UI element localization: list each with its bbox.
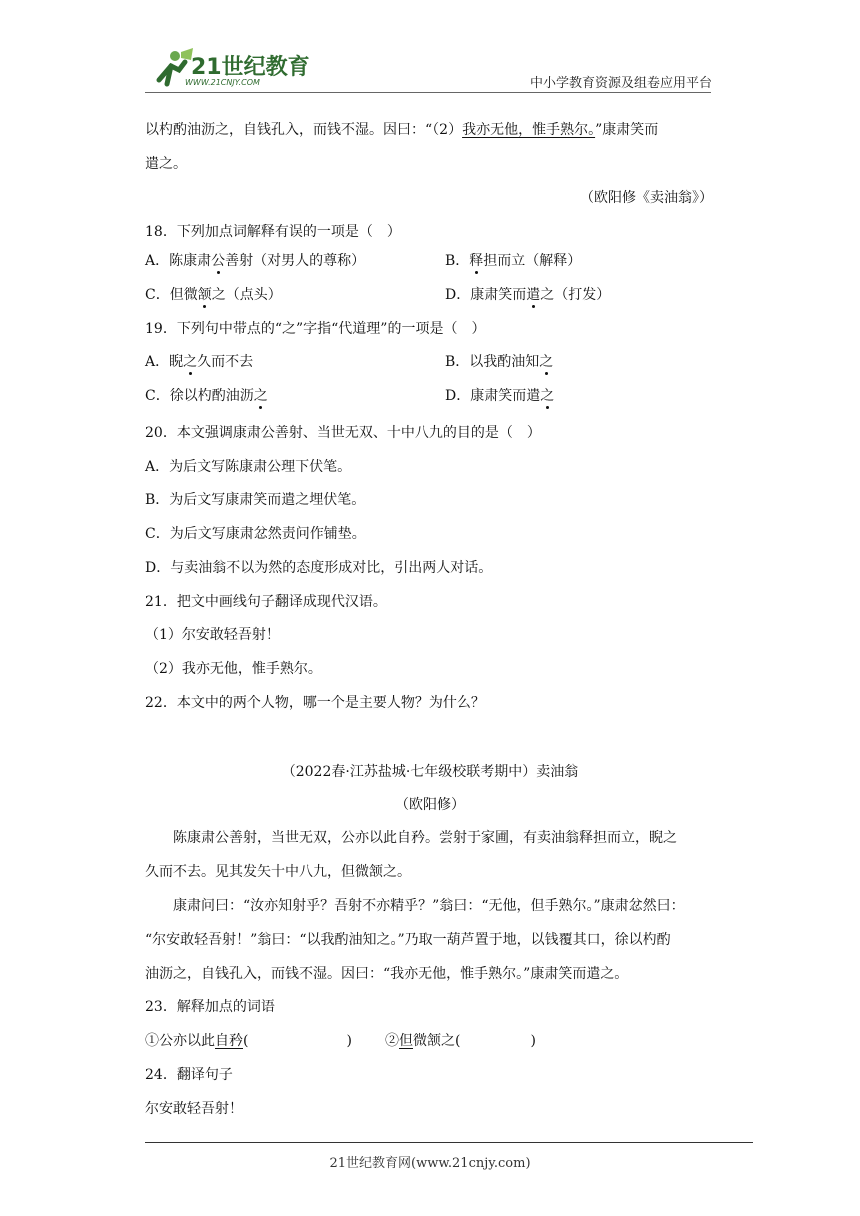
question-19-option-b: B．以我酌油知之 (445, 354, 554, 370)
footer-rule (145, 1142, 753, 1143)
question-18-option-a: A．陈康肃公善射（对男人的尊称） (145, 253, 366, 269)
passage-2-author: （欧阳修） (395, 797, 465, 813)
target-word: 自矜 (215, 1033, 243, 1049)
question-19-option-a: A．睨之久而不去 (145, 354, 254, 370)
question-18-stem: 18．下列加点词解释有误的一项是（ ） (145, 224, 401, 240)
question-20-stem: 20．本文强调康肃公善射、当世无双、十中八九的目的是（ ） (145, 425, 541, 441)
question-21-sentence-1: （1）尔安敢轻吾射！ (145, 627, 280, 643)
question-20-option-d: D．与卖油翁不以为然的态度形成对比，引出两人对话。 (145, 560, 493, 576)
question-19-option-d: D．康肃笑而遣之 (445, 388, 555, 404)
passage-2-paragraph-2-line-3: 油沥之，自钱孔入，而钱不湿。因曰：“我亦无他，惟手熟尔。”康肃笑而遣之。 (145, 966, 629, 982)
answer-blank: ( ) (455, 1033, 536, 1049)
question-24-stem: 24．翻译句子 (145, 1067, 233, 1083)
header-rule (145, 92, 711, 93)
logo-text: 21世纪教育 (191, 55, 310, 80)
site-logo (145, 44, 310, 92)
question-21-sentence-2: （2）我亦无他，惟手熟尔。 (145, 661, 322, 677)
passage-2-paragraph-2-line-1: 康肃问曰：“汝亦知射乎？吾射不亦精乎？”翁曰：“无他，但手熟尔。”康肃忿然曰： (173, 898, 685, 914)
passage-2-paragraph-2-line-2: “尔安敢轻吾射！”翁曰：“以我酌油知之。”乃取一葫芦置于地，以钱覆其口，徐以杓酌 (145, 932, 671, 948)
question-19-option-c: C．徐以杓酌油沥之 (145, 388, 268, 404)
passage-text: ”康肃笑而 (595, 122, 659, 138)
question-23-stem: 23．解释加点的词语 (145, 999, 275, 1015)
passage-text: 以杓酌油沥之，自钱孔入，而钱不湿。因曰：“（2） (145, 122, 463, 138)
passage-2-paragraph-1-line-2: 久而不去。见其发矢十中八九，但微颔之。 (145, 864, 411, 880)
question-20-option-c: C．为后文写康肃忿然责问作铺垫。 (145, 526, 366, 542)
header-platform-name: 中小学教育资源及组卷应用平台 (529, 76, 712, 91)
passage-source: （欧阳修《卖油翁》） (580, 190, 713, 206)
target-word: 但 (399, 1033, 413, 1049)
question-20-option-a: A．为后文写陈康肃公理下伏笔。 (145, 459, 352, 475)
question-24-sentence: 尔安敢轻吾射！ (145, 1101, 243, 1117)
question-20-option-b: B．为后文写康肃笑而遣之埋伏笔。 (145, 492, 366, 508)
top-passage-line-2: 遣之。 (145, 156, 187, 172)
question-22-stem: 22．本文中的两个人物，哪一个是主要人物？为什么？ (145, 695, 485, 711)
passage-2-title: （2022春·江苏盐城·七年级校联考期中）卖油翁 (281, 764, 579, 780)
item-text: 微颔之 (413, 1033, 455, 1049)
question-23-item-1 (145, 1032, 352, 1050)
question-19-stem: 19．下列句中带点的“之”字指“代道理”的一项是（ ） (145, 321, 486, 337)
passage-2-paragraph-1-line-1: 陈康肃公善射，当世无双，公亦以此自矜。尝射于家圃，有卖油翁释担而立，睨之 (173, 830, 677, 846)
top-passage-line-1 (145, 121, 658, 139)
footer-text: 21世纪教育网(www.21cnjy.com) (329, 1156, 531, 1171)
item-text: ② (385, 1033, 399, 1049)
question-21-stem: 21．把文中画线句子翻译成现代汉语。 (145, 594, 387, 610)
question-18-option-d: D．康肃笑而遣之（打发） (445, 287, 611, 303)
underlined-sentence: 我亦无他，惟手熟尔。 (462, 122, 596, 138)
logo-url: WWW.21CNJY.COM (185, 78, 260, 87)
question-18-option-c: C．但微颔之（点头） (145, 287, 282, 303)
item-text: ①公亦以此 (145, 1033, 215, 1049)
question-18-option-b: B．释担而立（解释） (445, 253, 582, 269)
question-23-item-2 (385, 1032, 536, 1050)
answer-blank: ( ) (243, 1033, 352, 1049)
